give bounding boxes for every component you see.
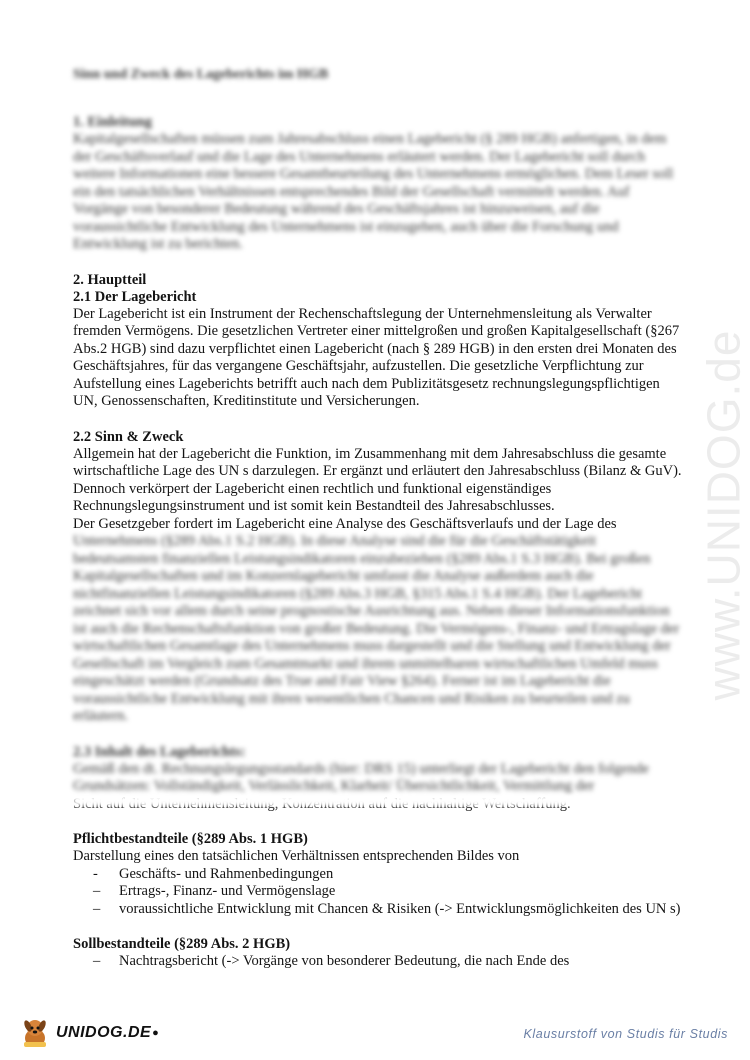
section-2-3-text-blurred: Gemäß den dt. Rechnungslegungsstandards (hier: DRS 15) unterliegt der Lagebericht den folgende Grundsätzen: Vollständigkeit, Verlässlichkeit, Klarheit/ Übersichtlichkeit, Vermittlung der (73, 760, 649, 794)
section-2-2-text: Allgemein hat der Lagebericht die Funktion, im Zusammenhang mit dem Jahresabschluss die gesamte wirtschaftliche Lage des UN s darzulegen. Er ergänzt und erläutert den Jahresabschluss (Bilanz & GuV). Dennoch verkörpert der Lagebericht einen rechtlich und funktional eigenständiges Rechnungslegungsinstrument und ist somit kein Bestandteil des Jahresabschlusses. (73, 445, 682, 514)
paw-icon: ● (152, 1027, 159, 1039)
blur-overlay (73, 796, 683, 806)
document-page (73, 66, 683, 971)
unidog-logo[interactable] (18, 1016, 159, 1050)
pflicht-list (73, 866, 683, 919)
section-pflichtbestandteile (73, 831, 683, 918)
einleitung-heading: 1. Einleitung (73, 114, 152, 130)
section-2-2-text-2: Der Gesetzgeber fordert im Lagebericht eine Analyse des Geschäftsverlaufs und der Lage des (73, 515, 617, 532)
einleitung-text: Kapitalgesellschaften müssen zum Jahresabschluss einen Lagebericht (§ 289 HGB) anfertigen, in dem der Geschäftsverlauf und die Lage des Unternehmens erläutert werden. Der Lagebericht soll durch weitere Informationen eine bessere Gesamtbeurteilung des Unternehmens ermöglichen. Dem Leser soll ein den tatsächlichen Verhältnissen entsprechendes Bild der Gesellschaft vermittelt werden. Auf Vorgänge von besonderer Bedeutung während des Geschäftsjahres ist hinzuweisen, auf die voraussichtliche Entwicklung des Unternehmens ist einzugehen, auch über die Forschung und Entwicklung ist zu berichten. (73, 131, 674, 252)
section-2-3-heading: 2.3 Inhalt des Lageberichts: (73, 743, 246, 760)
list-item (73, 901, 683, 919)
section-2-2-text-blurred: Unternehmens (§289 Abs.1 S.2 HGB). In diese Analyse sind die für die Geschäftstätigkeit bedeutsamsten finanziellen Leistungsindikatoren einzubeziehen (§289 Abs.1 S.3 HGB). Bei großen Kapitalgesellschaften und im Konzernlagebericht umfasst die Analyse außerdem auch die nichtfinanziellen Leistungsindikatoren (§289 Abs.3 HGB, §315 Abs.1 S.4 HGB). Der Lagebericht zeichnet sich vor allem durch seine prognostische Ausrichtung aus. Neben dieser Informationsfunktion ist auch die Rechenschaftsfunktion von großer Bedeutung. Die Vermögens-, Finanz- und Ertragslage der wirtschaftlichen Gesamtlage des Unternehmens muss dargestellt und die Stellung und Entwicklung der Gesellschaft im Vergleich zum Gesamtmarkt und ihrem unmittelbaren wirtschaftlichen Umfeld muss eingeschätzt werden (Grundsatz des True and Fair View §264). Ferner ist im Lagebericht die voraussichtliche Entwicklung mit ihren wesentlichen Chancen und Risiken zu beurteilen und zu erläutern. (73, 533, 680, 724)
list-item (73, 866, 683, 884)
pflicht-heading: Pflichtbestandteile (§289 Abs. 1 HGB) (73, 831, 308, 847)
section-hauptteil (73, 272, 683, 814)
dash-bullet: – (93, 883, 101, 899)
list-item-text: Nachtragsbericht (-> Vorgänge von besonderer Bedeutung, die nach Ende des (119, 953, 570, 969)
section-2-3-partial (73, 796, 683, 814)
dog-mascot-icon (18, 1016, 52, 1050)
list-item (73, 883, 683, 901)
section-einleitung (73, 114, 683, 254)
soll-heading: Sollbestandteile (§289 Abs. 2 HGB) (73, 936, 291, 952)
pflicht-intro: Darstellung eines den tatsächlichen Verhältnissen entsprechenden Bildes von (73, 848, 520, 864)
watermark: www.UNIDOG.de (697, 329, 750, 701)
logo-text: UNIDOG.DE (56, 1024, 152, 1041)
list-item-text: voraussichtliche Entwicklung mit Chancen & Risiken (-> Entwicklungsmöglichkeiten des UN s) (119, 900, 681, 917)
document-title: Sinn und Zweck des Lageberichts im HGB (73, 67, 329, 82)
list-item-text: Geschäfts- und Rahmenbedingungen (119, 865, 334, 882)
footer-tagline: Klausurstoff von Studis für Studis (523, 1027, 728, 1041)
section-sollbestandteile (73, 936, 683, 971)
list-item (73, 953, 683, 971)
list-item-text: Ertrags-, Finanz- und Vermögenslage (119, 883, 336, 899)
dash-bullet: – (93, 900, 101, 917)
section-2-1-heading: 2.1 Der Lagebericht (73, 288, 197, 305)
section-2-3 (73, 744, 683, 814)
soll-list (73, 953, 683, 971)
dash-bullet: – (93, 953, 101, 969)
section-2-2-heading: 2.2 Sinn & Zweck (73, 428, 184, 445)
hauptteil-heading: 2. Hauptteil (73, 271, 147, 288)
section-2-1-text: Der Lagebericht ist ein Instrument der Rechenschaftslegung der Unternehmensleitung als Verwalter fremden Vermögens. Die gesetzlichen Vertreter einer mittelgroßen und großen Kapitalgesellschaft (§267 Abs.2 HGB) sind dazu verpflichtet einen Lagebericht (nach § 289 HGB) in den ersten drei Monaten des Geschäftsjahres, für das vergangene Geschäftsjahr, aufzustellen. Die gesetzliche Verpflichtung zur Aufstellung eines Lageberichts betrifft auch nach dem Publizitätsgesetz rechnungslegungspflichtigen UN, Genossenschaften, Kreditinstitute und Versicherungen. (73, 305, 680, 409)
dash-bullet: - (93, 865, 98, 882)
